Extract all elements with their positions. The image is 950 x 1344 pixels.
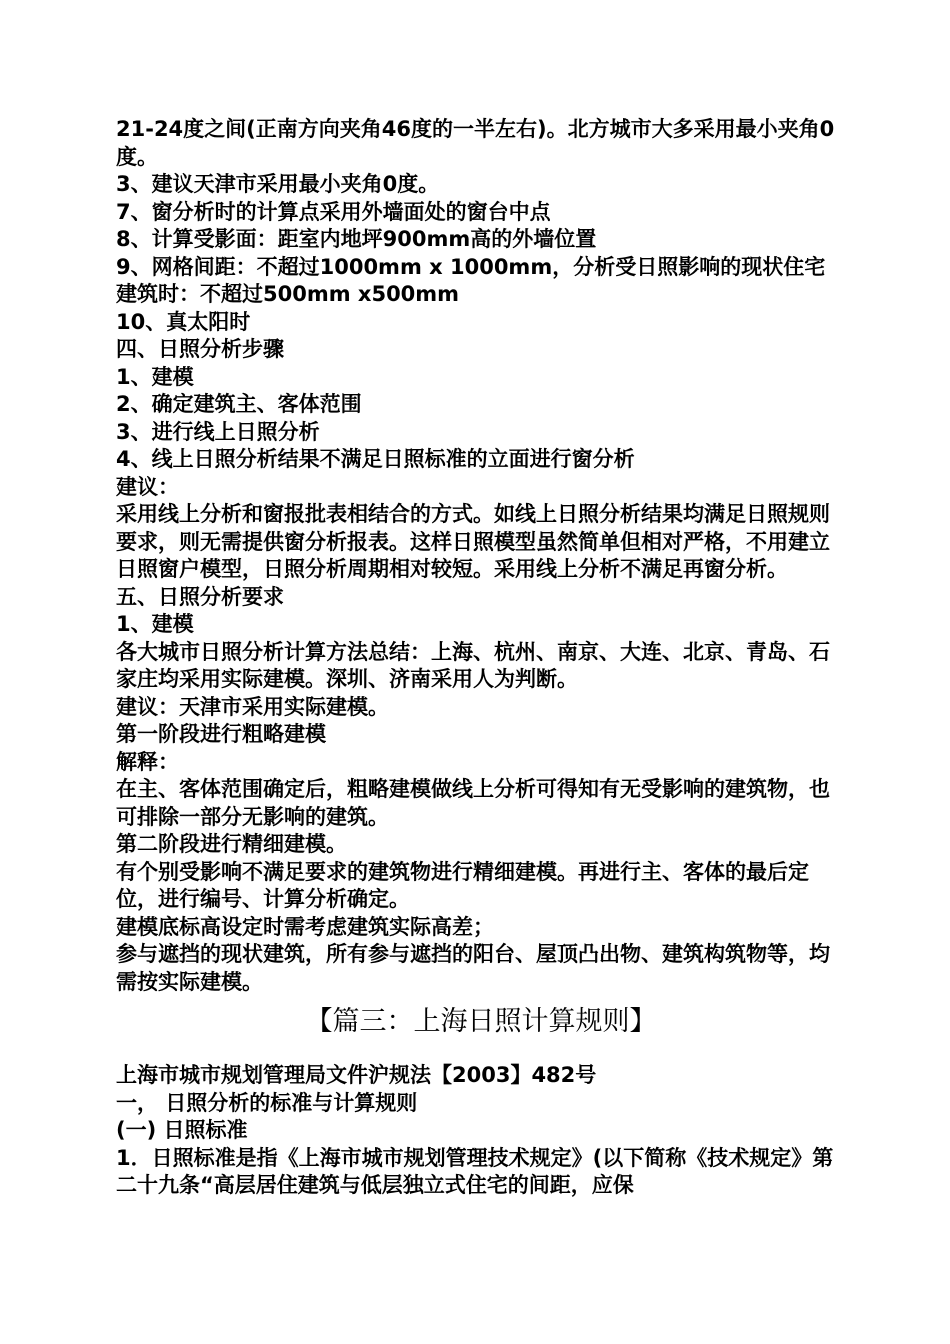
paragraph: 10、真太阳时 xyxy=(116,309,251,334)
paragraph: 参与遮挡的现状建筑，所有参与遮挡的阳台、屋顶凸出物、建筑构筑物等，均需按实际建模。 xyxy=(116,942,830,994)
paragraph: 4、线上日照分析结果不满足日照标准的立面进行窗分析 xyxy=(116,447,635,471)
paragraph: 解释： xyxy=(116,749,179,774)
paragraph: 8、计算受影面：距室内地坪900mm高的外墙位置 xyxy=(116,227,597,251)
subheading: 一， 日照分析的标准与计算规则 xyxy=(116,1090,418,1115)
paragraph: 建模底标高设定时需考虑建筑实际高差； xyxy=(116,914,494,939)
paragraph: 第一阶段进行粗略建模 xyxy=(116,722,326,746)
paragraph: 3、进行线上日照分析 xyxy=(116,419,320,444)
paragraph: 3、建议天津市采用最小夹角0度。 xyxy=(116,172,440,196)
document-body xyxy=(116,116,846,1200)
subheading: 四、日照分析步骤 xyxy=(116,337,284,361)
document-reference: 上海市城市规划管理局文件沪规法【2003】482号 xyxy=(116,1063,597,1087)
spacer xyxy=(116,1052,846,1062)
paragraph: 7、窗分析时的计算点采用外墙面处的窗台中点 xyxy=(116,199,551,224)
paragraph: 2、确定建筑主、客体范围 xyxy=(116,392,362,416)
paragraph: 1、建模 xyxy=(116,612,194,636)
subheading: (一) 日照标准 xyxy=(116,1118,248,1142)
paragraph: 采用线上分析和窗报批表相结合的方式。如线上日照分析结果均满足日照规则要求，则无需提供窗分析报表。这样日照模型虽然简单但相对严格，不用建立日照窗户模型，日照分析周期相对较短。采用线上分析不满足再窗分析。 xyxy=(116,502,830,581)
paragraph: 1．日照标准是指《上海市城市规划管理技术规定》(以下简称《技术规定》第二十九条“高层居住建筑与低层独立式住宅的间距，应保 xyxy=(116,1145,834,1197)
paragraph: 21-24度之间(正南方向夹角46度的一半左右)。北方城市大多采用最小夹角0度。 xyxy=(116,117,835,169)
paragraph: 第二阶段进行精细建模。 xyxy=(116,832,347,856)
paragraph: 建议： xyxy=(116,474,179,499)
paragraph: 建议：天津市采用实际建模。 xyxy=(116,694,389,719)
section-heading: 【篇三：上海日照计算规则】 xyxy=(305,1006,657,1037)
paragraph: 在主、客体范围确定后，粗略建模做线上分析可得知有无受影响的建筑物，也可排除一部分无影响的建筑。 xyxy=(116,777,830,829)
paragraph: 有个别受影响不满足要求的建筑物进行精细建模。再进行主、客体的最后定位，进行编号、计算分析确定。 xyxy=(116,859,809,911)
paragraph: 各大城市日照分析计算方法总结：上海、杭州、南京、大连、北京、青岛、石家庄均采用实际建模。深圳、济南采用人为判断。 xyxy=(116,639,830,691)
subheading: 五、日照分析要求 xyxy=(116,584,284,609)
paragraph: 1、建模 xyxy=(116,364,194,389)
paragraph: 9、网格间距：不超过1000mm x 1000mm，分析受日照影响的现状住宅建筑时：不超过500mm x500mm xyxy=(116,254,826,306)
